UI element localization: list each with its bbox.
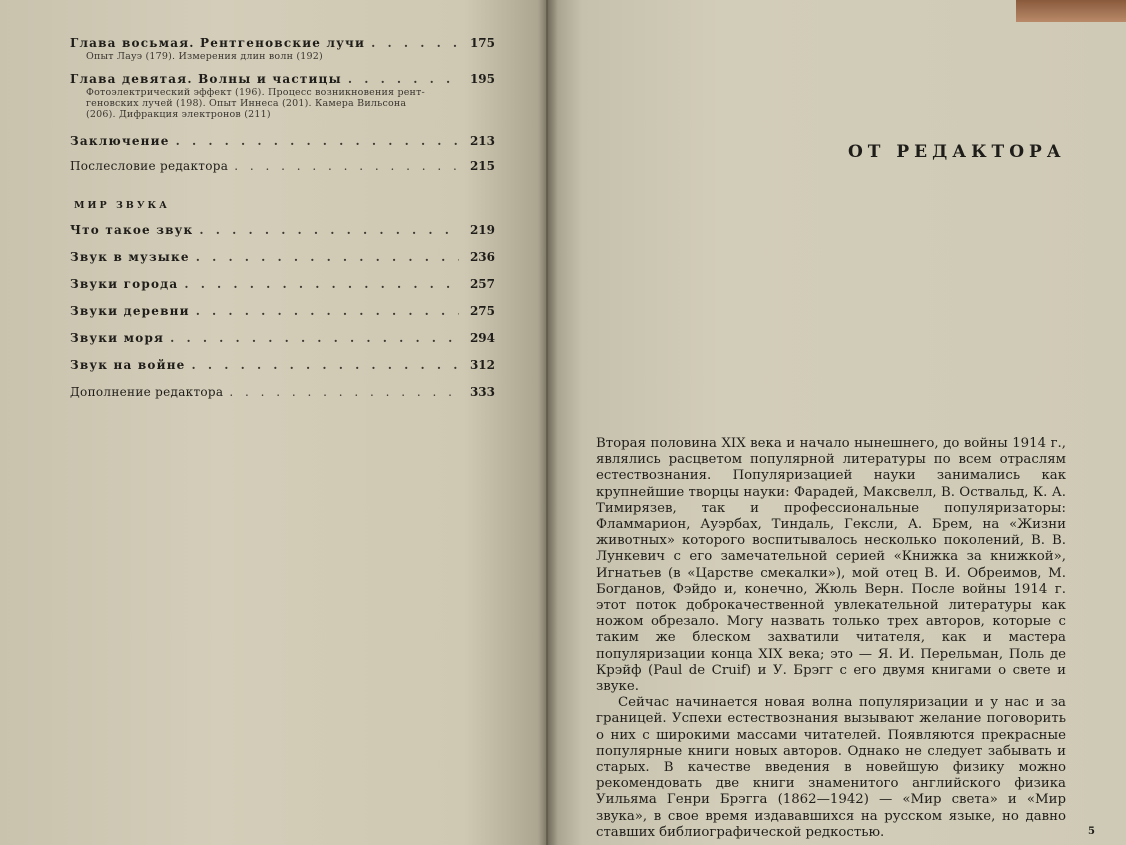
book-gutter xyxy=(538,0,558,845)
toc-page-number: 175 xyxy=(469,36,495,50)
toc-entry xyxy=(70,223,495,238)
book-cover-edge xyxy=(1016,0,1126,22)
toc-page-number: 195 xyxy=(469,72,495,86)
toc-title: Заключение xyxy=(70,134,170,148)
toc-subsections: геновских лучей (198). Опыт Иннеса (201). Камера Вильсона xyxy=(86,98,407,109)
left-page xyxy=(0,0,546,845)
dot-leader xyxy=(196,304,459,319)
dot-leader xyxy=(170,331,459,346)
toc-title: Звуки деревни xyxy=(70,304,190,318)
toc-entry xyxy=(70,331,495,346)
toc-entry xyxy=(70,358,495,373)
toc-title: Глава восьмая. Рентгеновские лучи xyxy=(70,36,366,50)
toc-page-number: 257 xyxy=(469,277,495,291)
toc-title: Дополнение редактора xyxy=(70,385,224,399)
toc-title: Звук на войне xyxy=(70,358,186,372)
toc-entry xyxy=(70,304,495,319)
toc-page-number: 213 xyxy=(469,134,495,148)
sound-section-list xyxy=(70,223,546,400)
toc-page-number: 312 xyxy=(469,358,495,372)
dot-leader xyxy=(199,223,459,238)
page-number: 5 xyxy=(1088,826,1095,837)
dot-leader xyxy=(229,385,459,400)
dot-leader xyxy=(234,159,459,174)
toc-page-number: 219 xyxy=(469,223,495,237)
toc-entry-afterword xyxy=(70,159,495,174)
body-text xyxy=(596,436,1066,841)
right-page xyxy=(548,0,1126,845)
paragraph: Сейчас начинается новая волна популяризации и у нас и за границей. Успехи естествознания вызывают желание поговорить о них с широкими массами читателей. Появляются прекрасные популярные книги новых авторов. Однако не следует забывать и старых. В качестве введения в новейшую физику можно рекомендовать две книги знаменитого английского физика Уильяма Генри Брэгга (1862—1942) — «Мир света» и «Мир звука», в свое время издававшихся на русском языке, но давно ставших библиографической редкостью. xyxy=(596,695,1066,840)
toc-entry-chapter-9 xyxy=(70,72,495,120)
paragraph: Вторая половина XIX века и начало нынешнего, до войны 1914 г., являлись расцветом популярной литературы по всем отраслям естествознания. Популяризацией науки занимались как крупнейшие творцы науки: Фарадей, Максвелл, В. Оствальд, К. А. Тимирязев, так и профессиональные популяризаторы: Фламмарион, Ауэрбах, Тиндаль, Гексли, А. Брем, на «Жизни животных» которого воспитывалось несколько поколений, В. В. Лункевич с его замечательной серией «Книжка за книжкой», Игнатьев (в «Царстве смекалки»), мой отец В. И. Обреимов, М. Богданов, Фэйдо и, конечно, Жюль Верн. После войны 1914 г. этот поток доброкачественной увлекательной литературы как ножом обрезало. Могу назвать только трех авторов, которые с таким же блеском захватили читателя, как и мастера популяризации конца XIX века; это — Я. И. Перельман, Поль де Крэйф (Paul de Cruif) и У. Брэгг с его двумя книгами о свете и звуке. xyxy=(596,436,1066,695)
toc-subsections: Опыт Лауэ (179). Измерения длин волн (192) xyxy=(86,51,323,62)
toc-page-number: 294 xyxy=(469,331,495,345)
toc-entry-chapter-8 xyxy=(70,36,495,62)
toc-title: Глава девятая. Волны и частицы xyxy=(70,72,342,86)
toc-page-number: 236 xyxy=(469,250,495,264)
toc-entry xyxy=(70,277,495,292)
toc-title: Звуки города xyxy=(70,277,179,291)
dot-leader xyxy=(348,72,459,87)
page-heading: ОТ РЕДАКТОРА xyxy=(848,142,1066,162)
toc-title: Звуки моря xyxy=(70,331,165,345)
toc-title: Послесловие редактора xyxy=(70,159,229,173)
dot-leader xyxy=(176,134,459,149)
toc-entry-conclusion xyxy=(70,134,495,149)
toc-page-number: 215 xyxy=(469,159,495,173)
toc-page-number: 275 xyxy=(469,304,495,318)
section-title: МИР ЗВУКА xyxy=(74,200,170,211)
dot-leader xyxy=(184,277,459,292)
dot-leader xyxy=(192,358,459,373)
dot-leader xyxy=(196,250,459,265)
toc-page-number: 333 xyxy=(469,385,495,399)
dot-leader xyxy=(371,36,459,51)
toc-entry-addition xyxy=(70,385,495,400)
toc-subsections: (206). Дифракция электронов (211) xyxy=(86,109,271,120)
toc-subsections: Фотоэлектрический эффект (196). Процесс возникновения рент- xyxy=(86,87,425,98)
toc-title: Что такое звук xyxy=(70,223,194,237)
toc-title: Звук в музыке xyxy=(70,250,190,264)
toc-entry xyxy=(70,250,495,265)
